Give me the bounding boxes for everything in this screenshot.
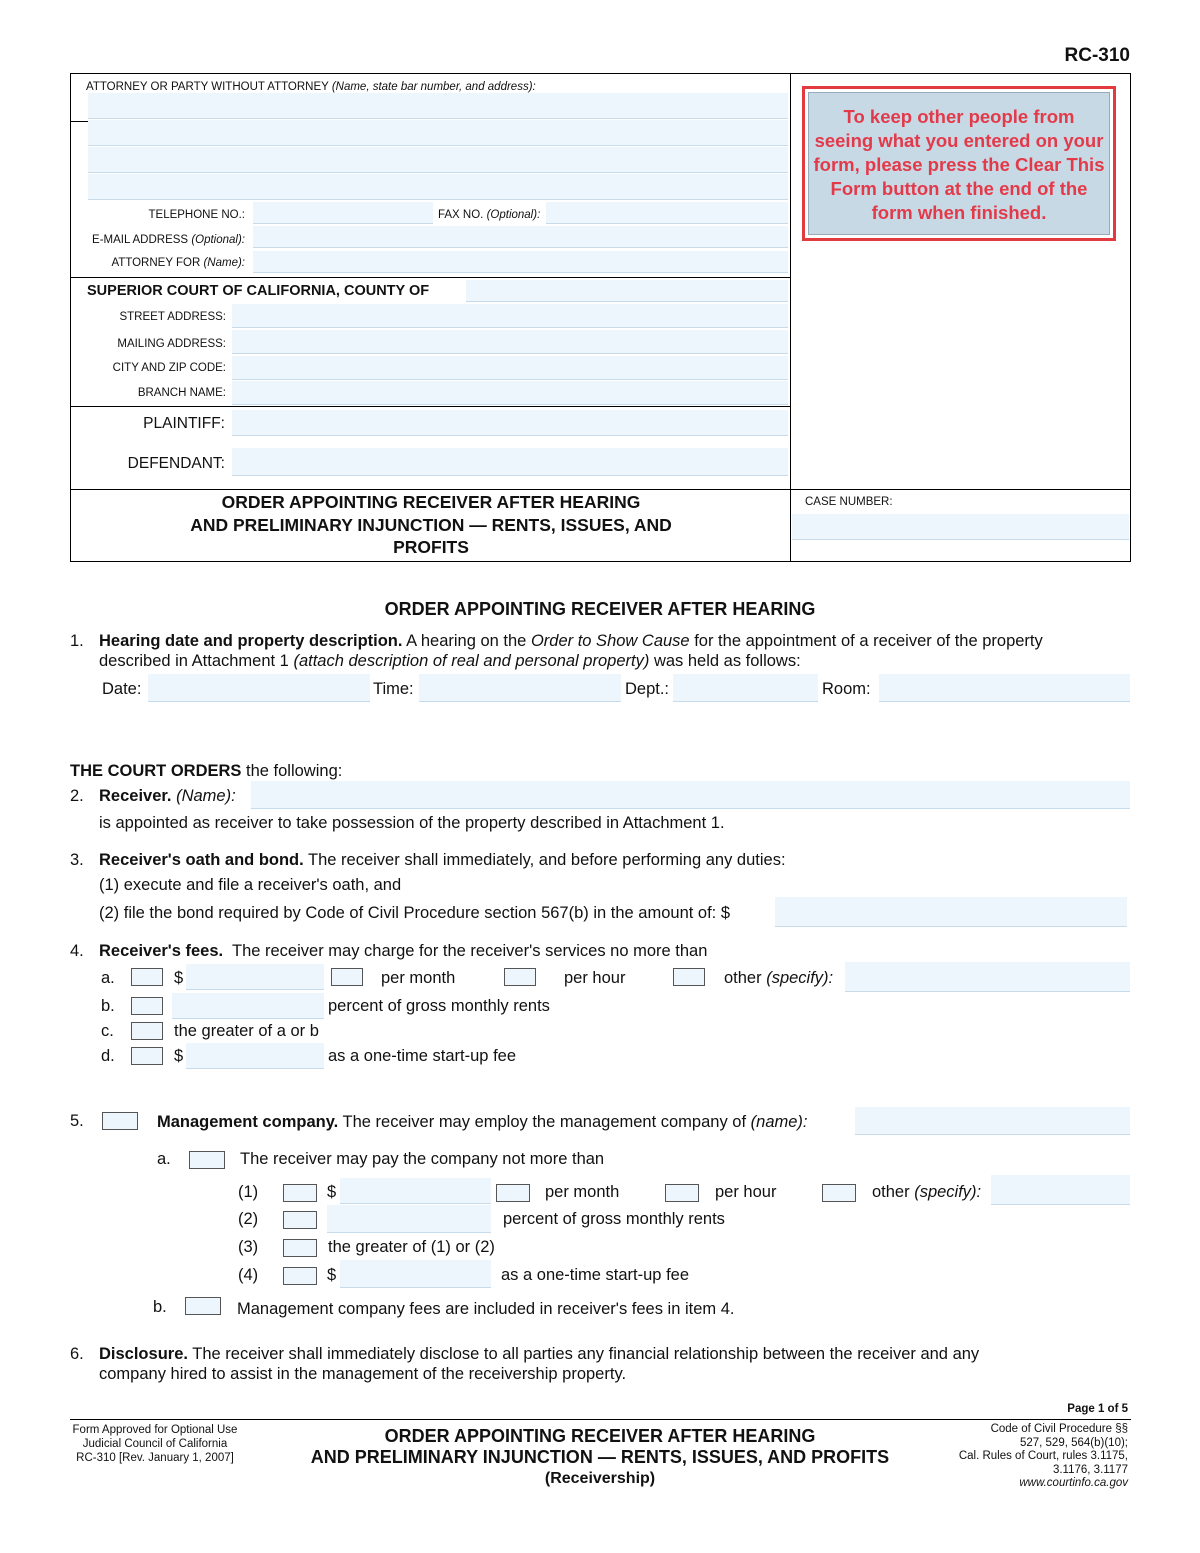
mailing-address-field[interactable]: [232, 330, 788, 354]
form-title: ORDER APPOINTING RECEIVER AFTER HEARING AND PRELIMINARY INJUNCTION — RENTS, ISSUES, AND PROFITS: [190, 492, 672, 557]
item4c-text: the greater of a or b: [174, 1022, 319, 1040]
item5a1-per-month-checkbox[interactable]: [496, 1184, 530, 1202]
item3-sub2: (2) file the bond required by Code of Civil Procedure section 567(b) in the amount of: $: [99, 904, 731, 922]
item2-heading: Receiver. (Name):: [99, 787, 236, 805]
form-id: RC-310: [1064, 45, 1130, 66]
court-orders-heading: THE COURT ORDERS the following:: [70, 762, 343, 780]
item5a1-other-field[interactable]: [991, 1175, 1130, 1205]
case-number-field[interactable]: [792, 514, 1129, 540]
item5a1-other-checkbox[interactable]: [822, 1184, 856, 1202]
defendant-field[interactable]: [232, 448, 788, 476]
item5a1-other-label: other (specify):: [872, 1183, 982, 1201]
attorney-line-2[interactable]: [88, 120, 788, 146]
date-label: Date:: [102, 680, 142, 698]
item4a-dollar: $: [174, 969, 184, 987]
item4a-per-month-label: per month: [381, 969, 456, 987]
item4a-per-hour-label: per hour: [564, 969, 626, 987]
item4-number: 4.: [70, 942, 84, 960]
footer-rule: [70, 1419, 1131, 1420]
item5-heading: Management company. The receiver may employ the management company of (name):: [157, 1113, 808, 1131]
item4d-text: as a one-time start-up fee: [328, 1047, 517, 1065]
item3-number: 3.: [70, 851, 84, 869]
parties-top-border: [70, 406, 791, 407]
item5a4-number: (4): [238, 1266, 259, 1284]
item5a1-per-hour-checkbox[interactable]: [665, 1184, 699, 1202]
item5a4-checkbox[interactable]: [283, 1267, 317, 1285]
item5a4-amount-field[interactable]: [340, 1260, 491, 1288]
mailing-address-label: MAILING ADDRESS:: [117, 338, 226, 350]
fax-label: FAX NO. (Optional):: [438, 209, 541, 221]
item4b-checkbox[interactable]: [131, 997, 163, 1015]
hearing-room-field[interactable]: [879, 674, 1130, 702]
court-heading: SUPERIOR COURT OF CALIFORNIA, COUNTY OF: [87, 283, 430, 299]
hearing-dept-field[interactable]: [673, 674, 818, 702]
footer-title: ORDER APPOINTING RECEIVER AFTER HEARING AND PRELIMINARY INJUNCTION — RENTS, ISSUES, AND PROFITS (Receivership): [310, 1426, 890, 1487]
dept-label: Dept.:: [625, 680, 670, 698]
attorney-for-field[interactable]: [253, 251, 788, 273]
item2-text: is appointed as receiver to take possession of the property described in Attachment 1.: [99, 814, 725, 832]
item5a1-per-month-label: per month: [545, 1183, 620, 1201]
case-number-label: CASE NUMBER:: [805, 496, 893, 508]
item4d-letter: d.: [101, 1047, 115, 1065]
item5-number: 5.: [70, 1112, 84, 1130]
item5a4-dollar: $: [327, 1266, 337, 1284]
telephone-field[interactable]: [253, 202, 433, 224]
item4a-other-checkbox[interactable]: [673, 968, 705, 986]
item5-checkbox[interactable]: [102, 1112, 138, 1130]
item5a2-number: (2): [238, 1210, 259, 1228]
plaintiff-label: PLAINTIFF:: [143, 415, 225, 432]
item5b-letter: b.: [153, 1298, 167, 1316]
item5a1-amount-field[interactable]: [340, 1178, 491, 1204]
item4d-dollar: $: [174, 1047, 184, 1065]
attorney-for-label: ATTORNEY FOR (Name):: [111, 257, 245, 269]
hearing-date-field[interactable]: [148, 674, 370, 702]
item5a1-dollar: $: [327, 1183, 337, 1201]
item5a-letter: a.: [157, 1150, 171, 1168]
attorney-line-3[interactable]: [88, 147, 788, 173]
city-zip-field[interactable]: [232, 356, 788, 380]
email-label: E-MAIL ADDRESS (Optional):: [92, 234, 245, 246]
header-top-border: [70, 73, 1131, 74]
item4d-checkbox[interactable]: [131, 1047, 163, 1065]
street-address-field[interactable]: [232, 304, 788, 328]
item6-line2: company hired to assist in the management of the receivership property.: [99, 1365, 627, 1383]
item5b-checkbox[interactable]: [185, 1297, 221, 1315]
item5a2-checkbox[interactable]: [283, 1211, 317, 1229]
street-address-label: STREET ADDRESS:: [119, 311, 226, 323]
attorney-line-4[interactable]: [88, 174, 788, 200]
item3-sub1: (1) execute and file a receiver's oath, and: [99, 876, 402, 894]
page-number: Page 1 of 5: [1067, 1403, 1128, 1415]
email-field[interactable]: [253, 226, 788, 248]
bond-amount-field[interactable]: [775, 897, 1127, 927]
item5b-text: Management company fees are included in receiver's fees in item 4.: [237, 1300, 735, 1318]
item5a2-percent-field[interactable]: [327, 1205, 491, 1233]
fax-field[interactable]: [546, 202, 788, 224]
item5a-text: The receiver may pay the company not more than: [240, 1150, 605, 1168]
telephone-label: TELEPHONE NO.:: [148, 209, 245, 221]
footer-right: Code of Civil Procedure §§ 527, 529, 564(b)(10); Cal. Rules of Court, rules 3.1175, 3.1176, 3.1177 www.courtinfo.ca.gov: [958, 1423, 1128, 1489]
attorney-heading: ATTORNEY OR PARTY WITHOUT ATTORNEY (Name, state bar number, and address):: [86, 81, 536, 93]
time-label: Time:: [373, 680, 414, 698]
receiver-name-field[interactable]: [251, 781, 1130, 809]
header-bottom-border: [70, 561, 1131, 562]
section-heading: ORDER APPOINTING RECEIVER AFTER HEARING: [384, 599, 816, 619]
item4a-other-field[interactable]: [845, 962, 1130, 992]
privacy-notice: [802, 86, 1116, 241]
item5a-checkbox[interactable]: [189, 1151, 225, 1169]
item4b-letter: b.: [101, 997, 115, 1015]
item4a-per-month-checkbox[interactable]: [331, 968, 363, 986]
item5a1-checkbox[interactable]: [283, 1184, 317, 1202]
item4d-amount-field[interactable]: [186, 1043, 324, 1069]
item1-line1: Hearing date and property description. A hearing on the Order to Show Cause for the appointment of a receiver of the property: [99, 632, 1043, 650]
item4a-per-hour-checkbox[interactable]: [504, 968, 536, 986]
item5a3-text: the greater of (1) or (2): [328, 1238, 495, 1256]
item5a3-number: (3): [238, 1238, 259, 1256]
item2-number: 2.: [70, 787, 84, 805]
item5a1-number: (1): [238, 1183, 259, 1201]
item4a-amount-field[interactable]: [186, 964, 324, 990]
item4a-checkbox[interactable]: [131, 968, 163, 986]
item6-number: 6.: [70, 1345, 84, 1363]
privacy-notice-text: To keep other people from seeing what you entered on your form, please press the Clear This Form button at the end of the form when finished.: [813, 106, 1105, 223]
item4-heading: Receiver's fees. The receiver may charge for the receiver's services no more than: [99, 942, 708, 960]
item4a-letter: a.: [101, 969, 115, 987]
item4b-text: percent of gross monthly rents: [328, 997, 550, 1015]
title-top-border: [70, 489, 1131, 490]
attorney-tick: [70, 121, 88, 122]
item4a-other-label: other (specify):: [724, 969, 834, 987]
county-field[interactable]: [466, 280, 788, 302]
room-label: Room:: [822, 680, 871, 698]
court-top-border: [70, 277, 791, 278]
footer-left: Form Approved for Optional Use Judicial Council of California RC-310 [Rev. January 1, 2007]: [72, 1424, 238, 1464]
branch-name-label: BRANCH NAME:: [137, 387, 226, 399]
attorney-line-1[interactable]: [88, 93, 788, 119]
item4b-percent-field[interactable]: [172, 993, 324, 1019]
defendant-label: DEFENDANT:: [127, 455, 225, 472]
item5a1-per-hour-label: per hour: [715, 1183, 777, 1201]
hearing-time-field[interactable]: [419, 674, 621, 702]
item5a2-text: percent of gross monthly rents: [503, 1210, 725, 1228]
plaintiff-field[interactable]: [232, 410, 788, 436]
branch-name-field[interactable]: [232, 381, 788, 405]
item4c-letter: c.: [101, 1022, 114, 1040]
item5a3-checkbox[interactable]: [283, 1239, 317, 1257]
management-company-field[interactable]: [855, 1107, 1130, 1135]
item5a4-text: as a one-time start-up fee: [501, 1266, 690, 1284]
item6-line1: Disclosure. The receiver shall immediately disclose to all parties any financial relationship between the receiver and any: [99, 1345, 980, 1363]
item1-number: 1.: [70, 632, 84, 650]
city-zip-label: CITY AND ZIP CODE:: [112, 362, 226, 374]
item4c-checkbox[interactable]: [131, 1022, 163, 1040]
item3-heading: Receiver's oath and bond. The receiver shall immediately, and before performing any duties:: [99, 851, 786, 869]
item1-line2: described in Attachment 1 (attach description of real and personal property) was held as follows:: [99, 652, 801, 670]
